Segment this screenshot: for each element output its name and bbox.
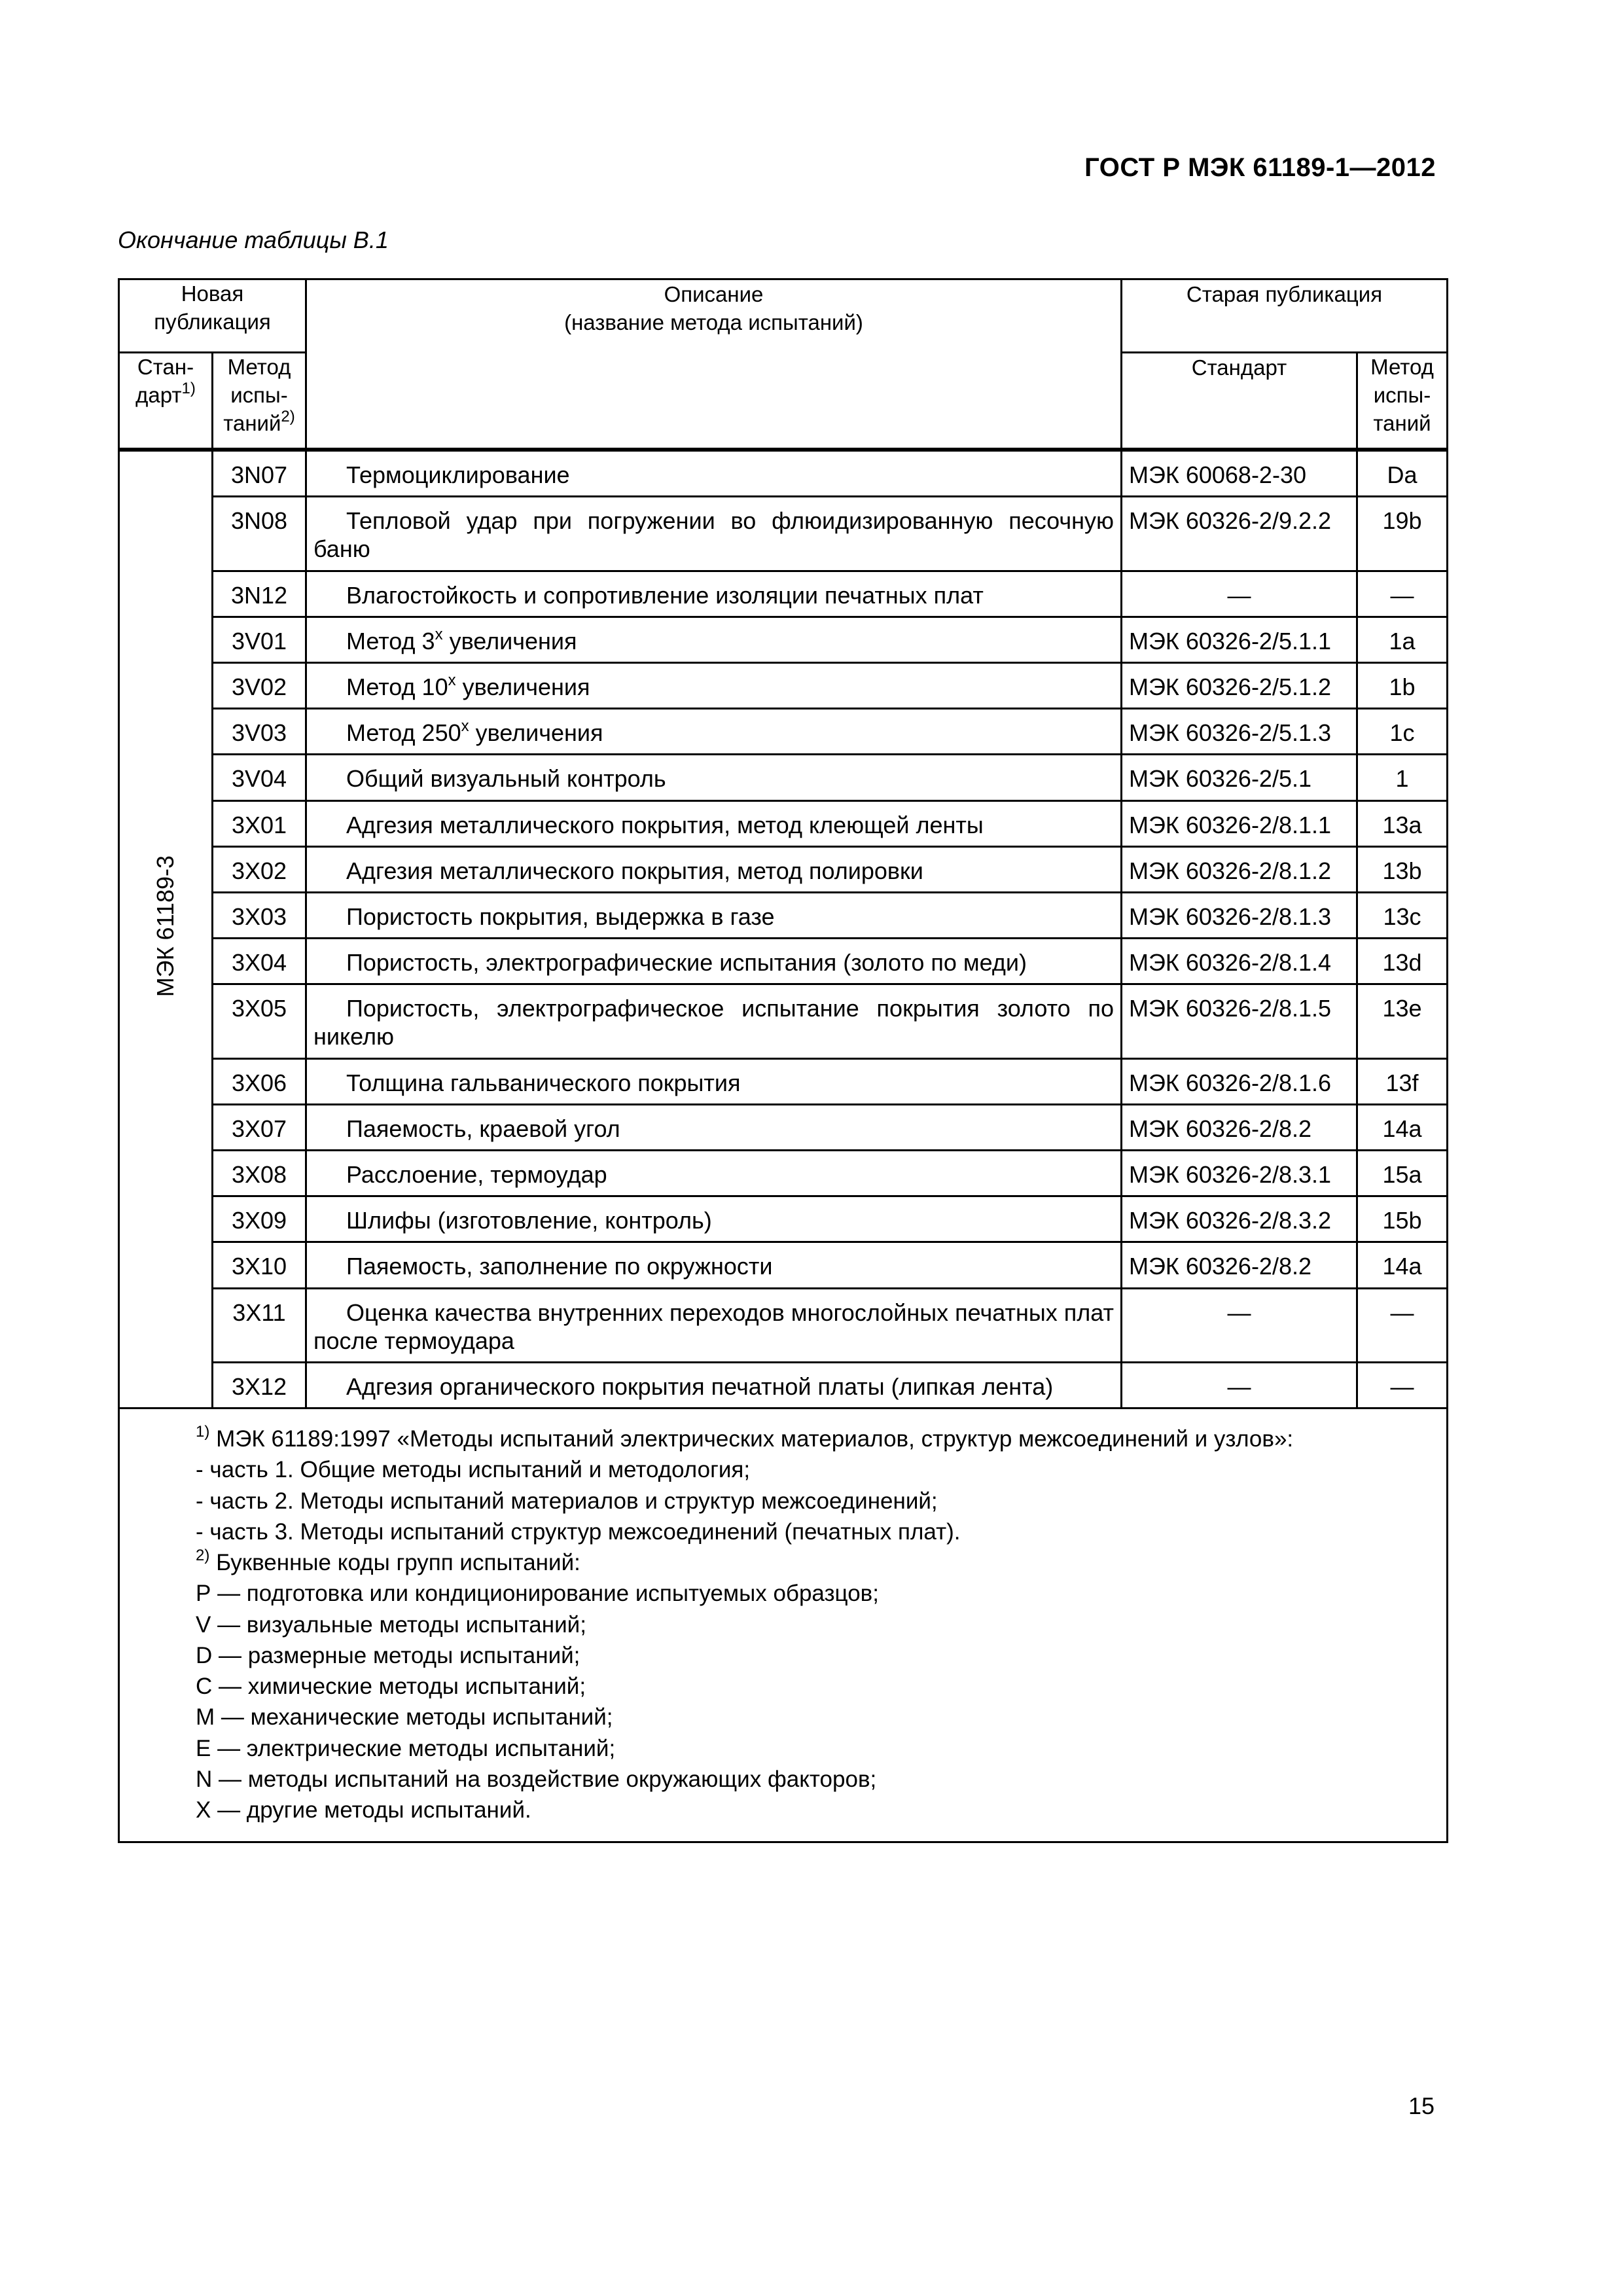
- table-row: [119, 800, 1448, 846]
- old-method: 13c: [1357, 892, 1448, 938]
- method-code: 3N08: [213, 497, 306, 571]
- old-method: —: [1357, 1362, 1448, 1408]
- method-code: 3V04: [213, 755, 306, 800]
- footnote-1-part: - часть 2. Методы испытаний материалов и структур межсоединений;: [196, 1488, 938, 1514]
- table-row: [119, 1196, 1448, 1242]
- old-method: —: [1357, 571, 1448, 617]
- description-text: Паяемость, краевой угол: [346, 1115, 620, 1142]
- method-code: 3X07: [213, 1104, 306, 1150]
- old-method: 1: [1357, 755, 1448, 800]
- description-text: Термоциклирование: [346, 461, 570, 488]
- old-standard: МЭК 60326-2/8.1.1: [1122, 800, 1357, 846]
- footnote-2-code: X — другие методы испытаний.: [196, 1797, 531, 1823]
- table-row: [119, 617, 1448, 662]
- old-method: 1b: [1357, 662, 1448, 708]
- description-text: Паяемость, заполнение по окружности: [346, 1253, 773, 1280]
- footnote-ref-1: 1): [181, 379, 196, 397]
- header-method: [213, 353, 306, 449]
- footnote-2-text: Буквенные коды групп испытаний:: [209, 1550, 580, 1576]
- method-description: [306, 892, 1122, 938]
- table-row: [119, 939, 1448, 984]
- footnote-2-code: N — методы испытаний на воздействие окружающих факторов;: [196, 1766, 877, 1792]
- footnote-2-code: Р — подготовка или кондиционирование испытуемых образцов;: [196, 1581, 879, 1607]
- description-text: Влагостойкость и сопротивление изоляции печатных плат: [346, 581, 984, 609]
- old-standard: МЭК 60326-2/8.2: [1122, 1104, 1357, 1150]
- method-code: 3X06: [213, 1058, 306, 1104]
- description-text: Пористость, электрографические испытания (золото по меди): [346, 949, 1027, 977]
- method-description: [306, 984, 1122, 1058]
- old-method: Da: [1357, 451, 1448, 497]
- table-row: [119, 497, 1448, 571]
- old-method: 1a: [1357, 617, 1448, 662]
- magnification-mark: х: [435, 625, 443, 643]
- table-row: [119, 662, 1448, 708]
- table-row: [119, 1288, 1448, 1362]
- footnote-1-part: - часть 1. Общие методы испытаний и методология;: [196, 1457, 751, 1483]
- method-code: 3X09: [213, 1196, 306, 1242]
- footnote-2-code: Е — электрические методы испытаний;: [196, 1735, 616, 1761]
- old-method: 19b: [1357, 497, 1448, 571]
- old-method: 14a: [1357, 1242, 1448, 1288]
- table-row: [119, 846, 1448, 892]
- description-text: Метод 250: [346, 719, 461, 747]
- table-row: [119, 709, 1448, 755]
- description-text: Метод 3: [346, 627, 435, 655]
- table-footnotes: [119, 1408, 1448, 1842]
- old-standard: —: [1122, 1362, 1357, 1408]
- method-description: [306, 709, 1122, 755]
- table-row: [119, 1058, 1448, 1104]
- old-method: 15a: [1357, 1151, 1448, 1196]
- old-standard: МЭК 60326-2/8.1.5: [1122, 984, 1357, 1058]
- old-standard: МЭК 60326-2/5.1.1: [1122, 617, 1357, 662]
- method-description: [306, 1242, 1122, 1288]
- table-row: [119, 1151, 1448, 1196]
- method-description: [306, 451, 1122, 497]
- table-row: [119, 755, 1448, 800]
- method-description: [306, 1362, 1122, 1408]
- table-row: [119, 984, 1448, 1058]
- old-standard: —: [1122, 571, 1357, 617]
- method-description: [306, 662, 1122, 708]
- method-description: [306, 1288, 1122, 1362]
- description-text: Пористость, электрографическое испытание покрытия золото по никелю: [313, 995, 1114, 1050]
- description-text: увеличения: [442, 627, 577, 655]
- old-method: 13b: [1357, 846, 1448, 892]
- description-text: Пористость покрытия, выдержка в газе: [346, 903, 775, 930]
- description-text: Шлифы (изготовление, контроль): [346, 1207, 712, 1234]
- old-standard: МЭК 60326-2/8.2: [1122, 1242, 1357, 1288]
- method-code: 3N12: [213, 571, 306, 617]
- method-code: 3V02: [213, 662, 306, 708]
- method-code: 3X10: [213, 1242, 306, 1288]
- method-description: [306, 846, 1122, 892]
- method-code: 3X02: [213, 846, 306, 892]
- old-standard: МЭК 60326-2/8.3.2: [1122, 1196, 1357, 1242]
- header-new-publication: Новая публикация: [119, 279, 306, 353]
- footnote-2: [196, 1547, 1427, 1578]
- method-code: 3N07: [213, 451, 306, 497]
- description-text: Оценка качества внутренних переходов многослойных печатных плат после термоудара: [313, 1299, 1114, 1354]
- table-row: [119, 1362, 1448, 1408]
- description-text: Тепловой удар при погружении во флюидизированную песочную баню: [313, 507, 1114, 563]
- header-description-subtitle: (название метода испытаний): [564, 310, 863, 334]
- description-text: Расслоение, термоудар: [346, 1161, 607, 1188]
- header-old-publication: Старая публикация: [1122, 279, 1448, 353]
- old-method: 1c: [1357, 709, 1448, 755]
- methods-table: [118, 278, 1448, 1843]
- old-standard: МЭК 60326-2/8.1.4: [1122, 939, 1357, 984]
- table-row: [119, 451, 1448, 497]
- description-text: увеличения: [469, 719, 603, 747]
- old-standard: МЭК 60326-2/8.3.1: [1122, 1151, 1357, 1196]
- method-code: 3X04: [213, 939, 306, 984]
- table-caption: Окончание таблицы В.1: [118, 226, 389, 253]
- method-description: [306, 571, 1122, 617]
- description-text: Общий визуальный контроль: [346, 765, 666, 793]
- footnote-mark-2: 2): [196, 1547, 210, 1565]
- footnote-ref-2: 2): [281, 407, 295, 425]
- description-text: Метод 10: [346, 673, 448, 700]
- old-method: 13f: [1357, 1058, 1448, 1104]
- old-method: 13e: [1357, 984, 1448, 1058]
- method-description: [306, 1196, 1122, 1242]
- table-row: [119, 892, 1448, 938]
- old-method: 13d: [1357, 939, 1448, 984]
- old-standard: МЭК 60326-2/5.1.3: [1122, 709, 1357, 755]
- method-description: [306, 1058, 1122, 1104]
- magnification-mark: х: [448, 671, 456, 689]
- method-code: 3V03: [213, 709, 306, 755]
- header-description: [306, 279, 1122, 449]
- method-code: 3X05: [213, 984, 306, 1058]
- footnote-2-code: С — химические методы испытаний;: [196, 1674, 586, 1700]
- method-code: 3X08: [213, 1151, 306, 1196]
- old-method: 14a: [1357, 1104, 1448, 1150]
- method-description: [306, 800, 1122, 846]
- old-standard: —: [1122, 1288, 1357, 1362]
- header-standard: [119, 353, 213, 449]
- footnote-1: [196, 1424, 1427, 1454]
- method-description: [306, 1104, 1122, 1150]
- method-description: [306, 755, 1122, 800]
- old-standard: МЭК 60326-2/9.2.2: [1122, 497, 1357, 571]
- table-row: [119, 1104, 1448, 1150]
- header-old-method: Метод испы-таний: [1357, 353, 1448, 449]
- method-code: 3X12: [213, 1362, 306, 1408]
- method-code: 3V01: [213, 617, 306, 662]
- old-standard: МЭК 60326-2/8.1.6: [1122, 1058, 1357, 1104]
- group-standard-cell: [119, 451, 213, 1408]
- table-row: [119, 1242, 1448, 1288]
- description-text: Адгезия металлического покрытия, метод клеющей ленты: [346, 811, 984, 838]
- old-method: —: [1357, 1288, 1448, 1362]
- old-method: 15b: [1357, 1196, 1448, 1242]
- magnification-mark: х: [461, 717, 469, 736]
- description-text: Толщина гальванического покрытия: [346, 1069, 741, 1096]
- method-code: 3X01: [213, 800, 306, 846]
- page-number: 15: [1408, 2092, 1435, 2119]
- footnote-1-part: - часть 3. Методы испытаний структур межсоединений (печатных плат).: [196, 1518, 961, 1545]
- header-standard-label: Стан-дарт: [135, 355, 194, 407]
- description-text: Адгезия органического покрытия печатной платы (липкая лента): [346, 1372, 1054, 1400]
- header-description-title: Описание: [664, 282, 764, 306]
- footnote-2-code: V — визуальные методы испытаний;: [196, 1611, 586, 1638]
- footnote-1-text: МЭК 61189:1997 «Методы испытаний электрических материалов, структур межсоединений и узлов»:: [209, 1426, 1294, 1452]
- old-method: 13a: [1357, 800, 1448, 846]
- method-description: [306, 497, 1122, 571]
- header-method-label: Метод испы-таний: [223, 355, 291, 435]
- description-text: Адгезия металлического покрытия, метод полировки: [346, 857, 923, 884]
- description-text: увеличения: [455, 673, 590, 700]
- method-code: 3X11: [213, 1288, 306, 1362]
- old-standard: МЭК 60326-2/5.1.2: [1122, 662, 1357, 708]
- old-standard: МЭК 60326-2/5.1: [1122, 755, 1357, 800]
- footnote-mark-1: 1): [196, 1423, 210, 1441]
- old-standard: МЭК 60068-2-30: [1122, 451, 1357, 497]
- old-standard: МЭК 60326-2/8.1.2: [1122, 846, 1357, 892]
- method-description: [306, 617, 1122, 662]
- footnote-2-code: М — механические методы испытаний;: [196, 1704, 613, 1731]
- group-standard-label: МЭК 61189-3: [152, 855, 179, 997]
- old-standard: МЭК 60326-2/8.1.3: [1122, 892, 1357, 938]
- method-description: [306, 939, 1122, 984]
- footnote-2-code: D — размерные методы испытаний;: [196, 1642, 580, 1668]
- method-code: 3X03: [213, 892, 306, 938]
- document-code: ГОСТ Р МЭК 61189-1—2012: [1084, 153, 1436, 182]
- method-description: [306, 1151, 1122, 1196]
- header-old-standard: Стандарт: [1122, 353, 1357, 449]
- table-row: [119, 571, 1448, 617]
